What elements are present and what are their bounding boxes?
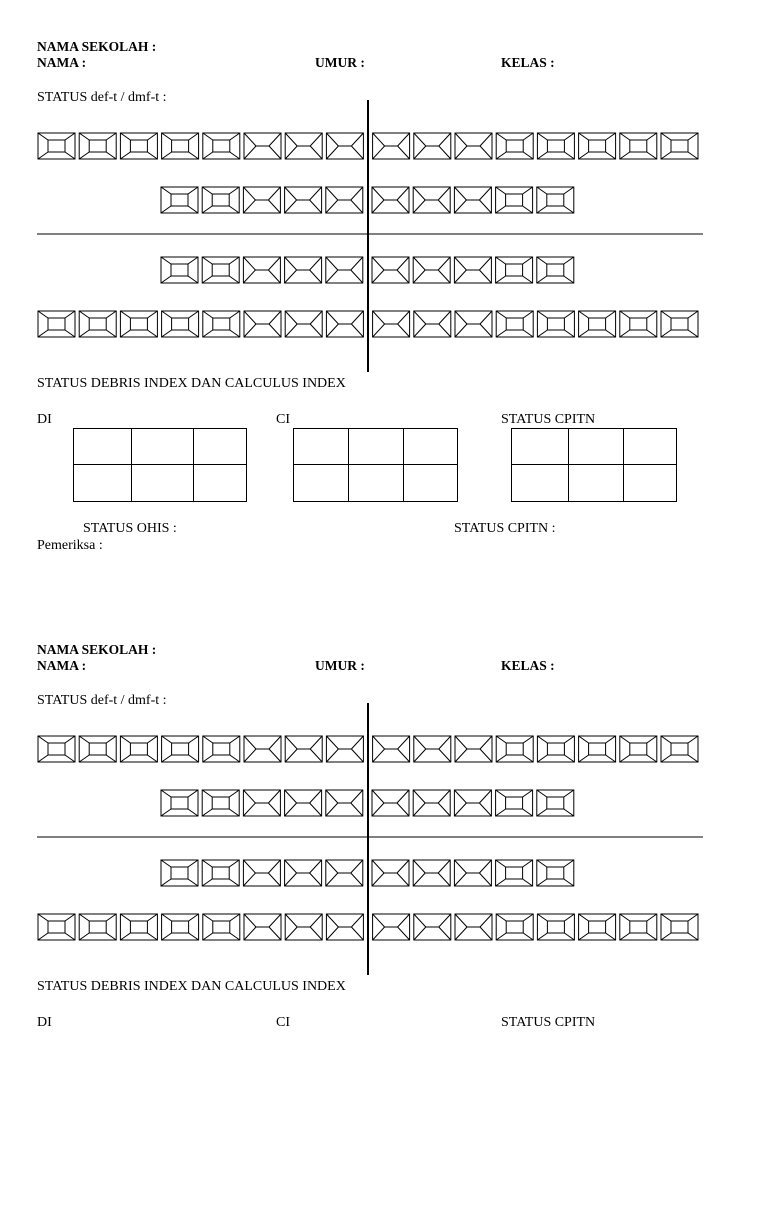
class-label: KELAS : (501, 658, 555, 673)
tooth-incisor[interactable] (372, 790, 409, 816)
tooth-molar[interactable] (203, 736, 240, 762)
tooth-molar[interactable] (79, 914, 116, 940)
ci-label: CI (276, 412, 290, 427)
di-score-grid[interactable] (73, 428, 247, 502)
tooth-molar[interactable] (162, 311, 199, 337)
tooth-incisor[interactable] (326, 914, 363, 940)
tooth-incisor[interactable] (414, 736, 451, 762)
tooth-molar[interactable] (120, 736, 157, 762)
status-cpitn-label: STATUS CPITN : (454, 521, 556, 536)
tooth-molar[interactable] (38, 914, 75, 940)
tooth-incisor[interactable] (326, 311, 363, 337)
tooth-incisor[interactable] (243, 790, 280, 816)
form-2 (0, 603, 768, 1213)
tooth-incisor[interactable] (373, 133, 410, 159)
tooth-incisor[interactable] (413, 860, 450, 886)
tooth-incisor[interactable] (455, 133, 492, 159)
tooth-molar[interactable] (620, 914, 657, 940)
tooth-molar[interactable] (620, 133, 657, 159)
tooth-incisor[interactable] (285, 736, 322, 762)
tooth-molar[interactable] (661, 736, 698, 762)
tooth-incisor[interactable] (326, 187, 363, 213)
tooth-molar[interactable] (537, 860, 574, 886)
tooth-incisor[interactable] (455, 311, 492, 337)
tooth-molar[interactable] (79, 736, 116, 762)
tooth-incisor[interactable] (326, 736, 363, 762)
tooth-molar[interactable] (203, 133, 240, 159)
status-def-label: STATUS def-t / dmf-t : (37, 90, 167, 105)
tooth-incisor[interactable] (285, 790, 322, 816)
tooth-incisor[interactable] (285, 914, 322, 940)
tooth-molar[interactable] (162, 133, 199, 159)
di-label: DI (37, 1015, 52, 1030)
tooth-incisor[interactable] (285, 311, 322, 337)
tooth-molar[interactable] (620, 736, 657, 762)
tooth-molar[interactable] (496, 311, 533, 337)
tooth-incisor[interactable] (413, 257, 450, 283)
tooth-incisor[interactable] (285, 257, 322, 283)
tooth-incisor[interactable] (244, 133, 281, 159)
tooth-molar[interactable] (203, 914, 240, 940)
tooth-incisor[interactable] (326, 790, 363, 816)
tooth-molar[interactable] (579, 914, 616, 940)
school-name-label: NAMA SEKOLAH : (37, 39, 157, 54)
tooth-molar[interactable] (161, 257, 198, 283)
tooth-molar[interactable] (620, 311, 657, 337)
tooth-molar[interactable] (537, 790, 574, 816)
tooth-molar[interactable] (537, 187, 574, 213)
tooth-incisor[interactable] (454, 257, 491, 283)
tooth-molar[interactable] (120, 133, 157, 159)
tooth-molar[interactable] (496, 187, 533, 213)
tooth-molar[interactable] (496, 736, 533, 762)
status-debris-calculus-label: STATUS DEBRIS INDEX DAN CALCULUS INDEX (37, 376, 346, 391)
ci-score-grid[interactable] (293, 428, 458, 502)
tooth-molar[interactable] (496, 133, 533, 159)
tooth-molar[interactable] (661, 914, 698, 940)
di-label: DI (37, 412, 52, 427)
tooth-incisor[interactable] (285, 860, 322, 886)
odontogram-chart (0, 603, 768, 1003)
status-cpitn-box-label: STATUS CPITN (501, 412, 596, 427)
tooth-molar[interactable] (537, 257, 574, 283)
tooth-incisor[interactable] (414, 914, 451, 940)
class-label: KELAS : (501, 55, 555, 70)
age-label: UMUR : (315, 658, 365, 673)
tooth-incisor[interactable] (413, 790, 450, 816)
odontogram-chart (0, 0, 768, 400)
tooth-incisor[interactable] (413, 187, 450, 213)
tooth-incisor[interactable] (373, 311, 410, 337)
tooth-incisor[interactable] (454, 860, 491, 886)
tooth-molar[interactable] (537, 914, 574, 940)
tooth-molar[interactable] (579, 736, 616, 762)
age-label: UMUR : (315, 55, 365, 70)
tooth-incisor[interactable] (455, 736, 492, 762)
tooth-incisor[interactable] (414, 311, 451, 337)
tooth-molar[interactable] (161, 790, 198, 816)
tooth-incisor[interactable] (326, 860, 363, 886)
tooth-molar[interactable] (79, 311, 116, 337)
tooth-incisor[interactable] (373, 736, 410, 762)
tooth-molar[interactable] (38, 736, 75, 762)
tooth-molar[interactable] (496, 914, 533, 940)
tooth-incisor[interactable] (414, 133, 451, 159)
tooth-incisor[interactable] (455, 914, 492, 940)
tooth-molar[interactable] (579, 311, 616, 337)
tooth-incisor[interactable] (244, 914, 281, 940)
tooth-molar[interactable] (579, 133, 616, 159)
tooth-molar[interactable] (161, 860, 198, 886)
tooth-molar[interactable] (496, 860, 533, 886)
tooth-molar[interactable] (202, 860, 239, 886)
tooth-incisor[interactable] (372, 257, 409, 283)
examiner-label: Pemeriksa : (37, 538, 103, 553)
tooth-molar[interactable] (496, 257, 533, 283)
tooth-molar[interactable] (79, 133, 116, 159)
tooth-molar[interactable] (202, 187, 239, 213)
status-ohis-label: STATUS OHIS : (83, 521, 177, 536)
tooth-incisor[interactable] (285, 133, 322, 159)
status-debris-calculus-label: STATUS DEBRIS INDEX DAN CALCULUS INDEX (37, 979, 346, 994)
cpitn-score-grid[interactable] (511, 428, 677, 502)
tooth-incisor[interactable] (244, 311, 281, 337)
tooth-incisor[interactable] (243, 257, 280, 283)
ci-label: CI (276, 1015, 290, 1030)
tooth-incisor[interactable] (326, 133, 363, 159)
student-name-label: NAMA : (37, 658, 87, 673)
tooth-incisor[interactable] (285, 187, 322, 213)
tooth-molar[interactable] (661, 311, 698, 337)
tooth-incisor[interactable] (454, 790, 491, 816)
tooth-molar[interactable] (537, 736, 574, 762)
tooth-incisor[interactable] (243, 187, 280, 213)
tooth-incisor[interactable] (454, 187, 491, 213)
tooth-incisor[interactable] (372, 860, 409, 886)
tooth-molar[interactable] (537, 311, 574, 337)
student-name-label: NAMA : (37, 55, 87, 70)
tooth-incisor[interactable] (372, 187, 409, 213)
tooth-molar[interactable] (120, 914, 157, 940)
tooth-molar[interactable] (661, 133, 698, 159)
school-name-label: NAMA SEKOLAH : (37, 642, 157, 657)
tooth-molar[interactable] (537, 133, 574, 159)
status-def-label: STATUS def-t / dmf-t : (37, 693, 167, 708)
tooth-molar[interactable] (161, 187, 198, 213)
tooth-molar[interactable] (203, 311, 240, 337)
tooth-incisor[interactable] (373, 914, 410, 940)
tooth-molar[interactable] (38, 311, 75, 337)
tooth-molar[interactable] (162, 736, 199, 762)
tooth-molar[interactable] (162, 914, 199, 940)
tooth-molar[interactable] (202, 790, 239, 816)
tooth-incisor[interactable] (243, 860, 280, 886)
tooth-molar[interactable] (496, 790, 533, 816)
tooth-molar[interactable] (202, 257, 239, 283)
tooth-incisor[interactable] (244, 736, 281, 762)
status-cpitn-box-label: STATUS CPITN (501, 1015, 596, 1030)
tooth-incisor[interactable] (326, 257, 363, 283)
tooth-molar[interactable] (120, 311, 157, 337)
tooth-molar[interactable] (38, 133, 75, 159)
